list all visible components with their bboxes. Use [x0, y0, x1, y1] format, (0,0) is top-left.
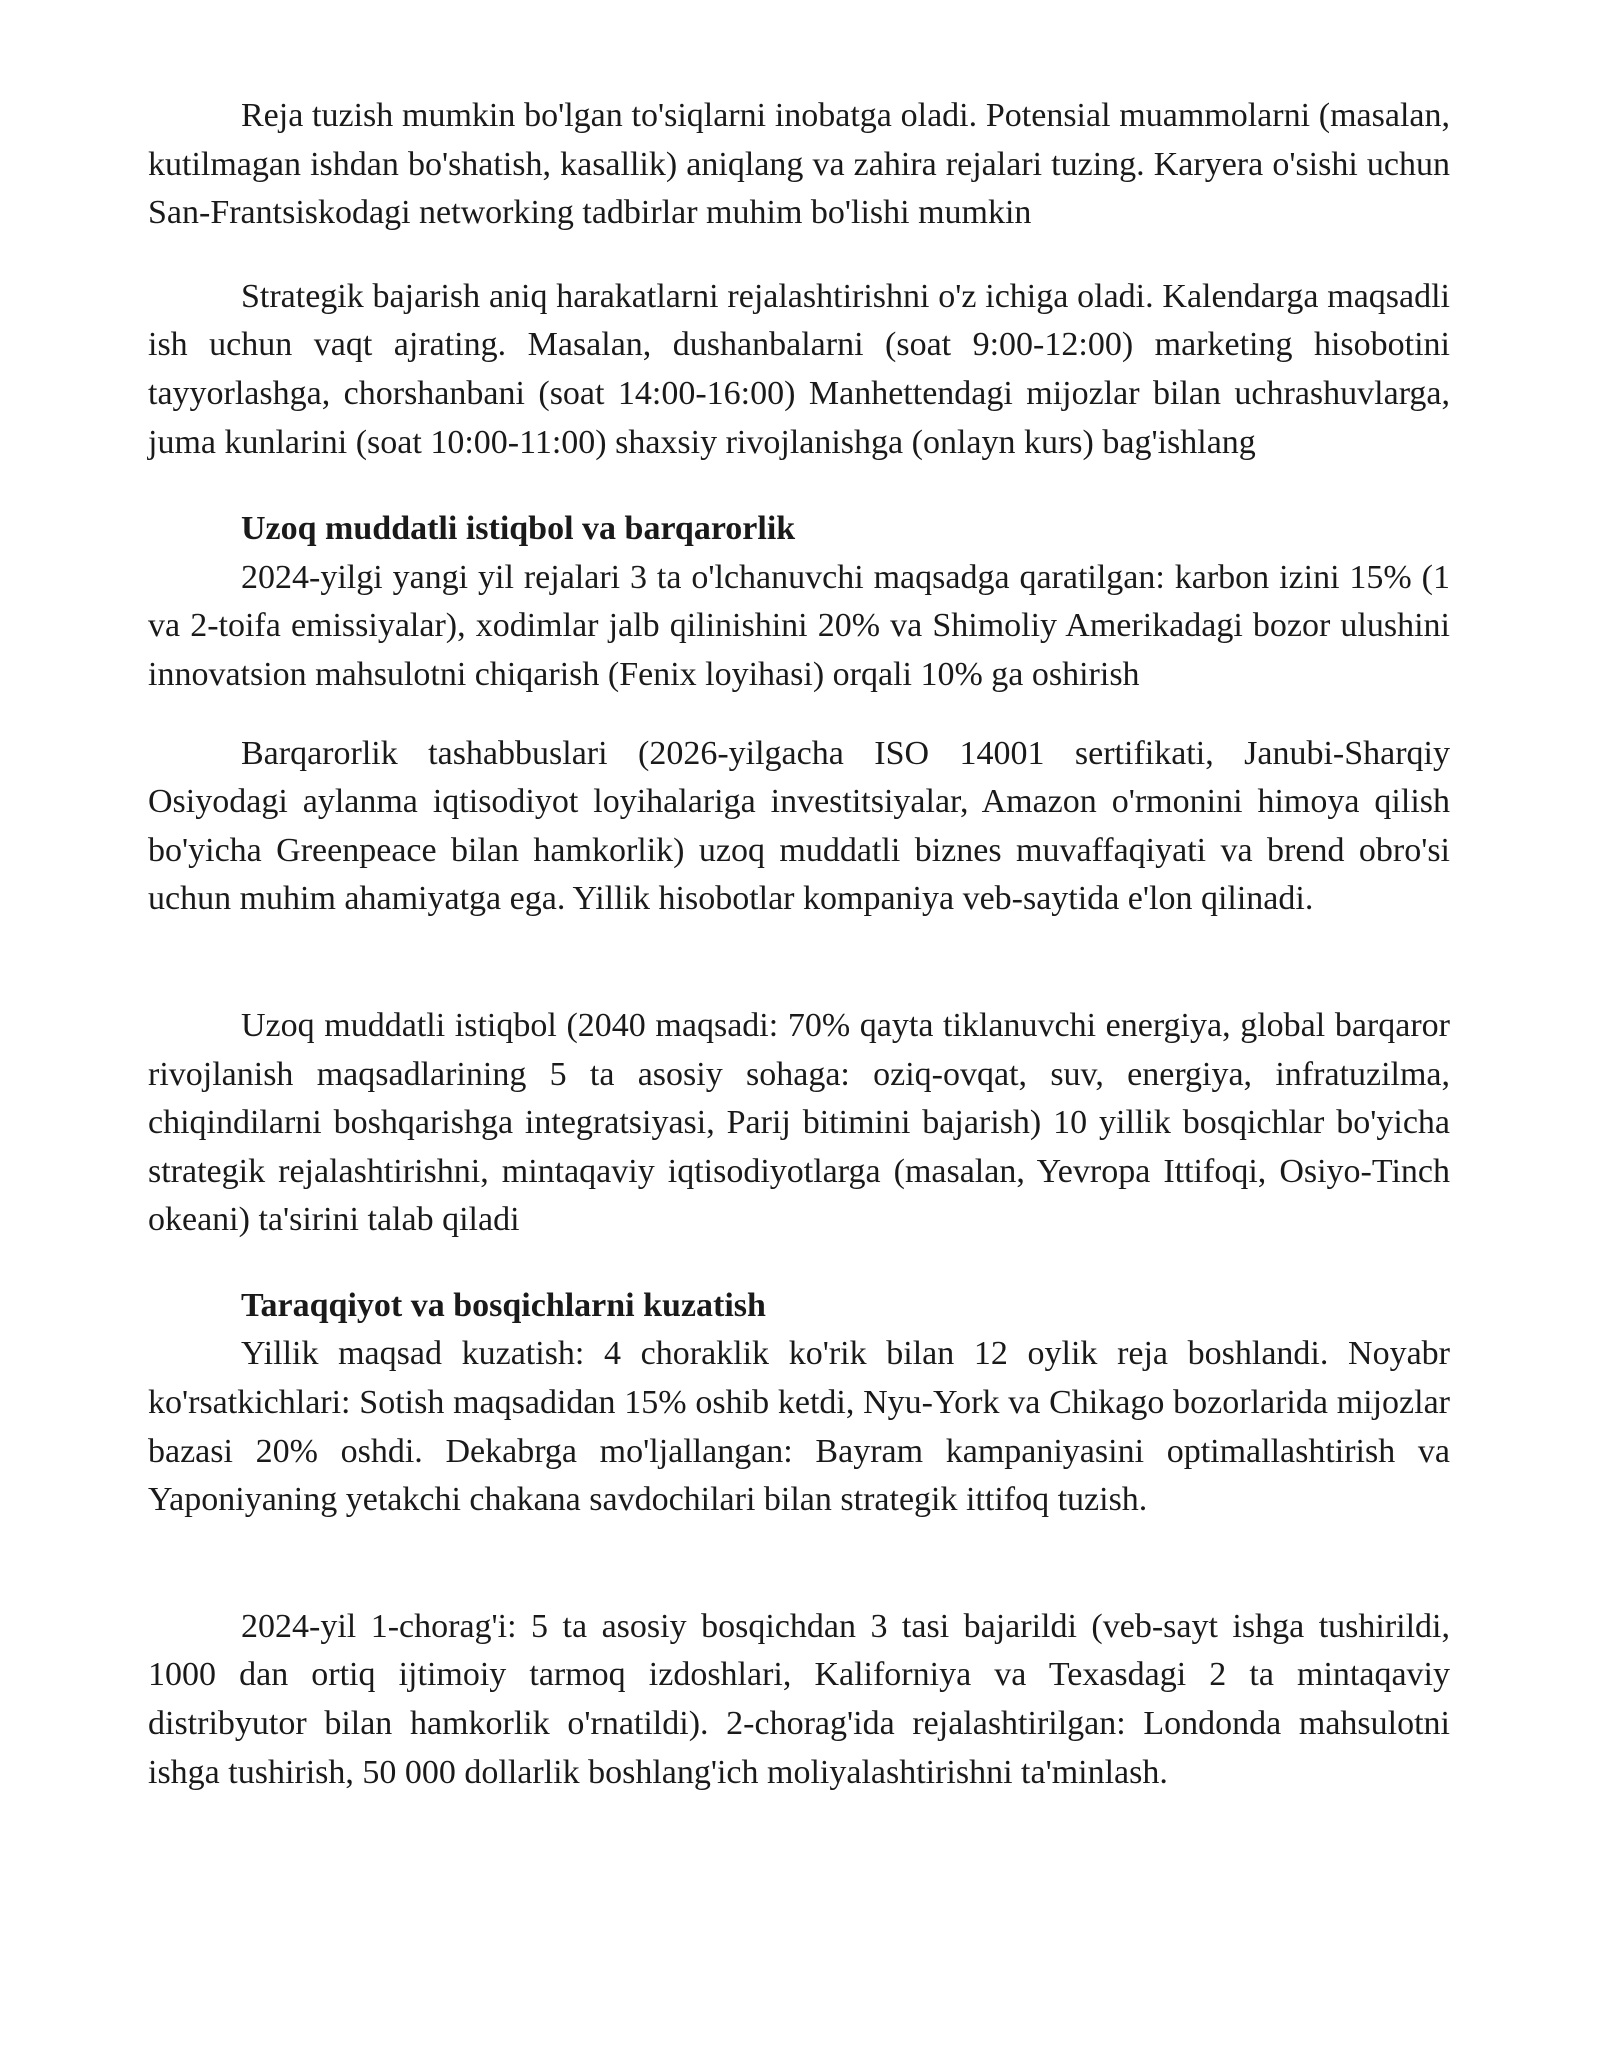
paragraph-obstacles: Reja tuzish mumkin bo'lgan to'siqlarni inobatga oladi. Potensial muammolarni (masalan, kutilmagan ishdan bo'shatish, kasallik) aniqlang va zahira rejalari tuzing. Karyera o'sishi uchun San-Frantsiskodagi networking tadbirlar muhim bo'lishi mumkin: [148, 97, 1450, 232]
paragraph-new-year-plans: 2024-yilgi yangi yil rejalari 3 ta o'lchanuvchi maqsadga qaratilgan: karbon izini 15% (1 va 2-toifa emissiyalar), xodimlar jalb qilinishini 20% va Shimoliy Amerikadagi bozor ulushini innovatsion mahsulotni chiqarish (Fenix loyihasi) orqali 10% ga oshirish: [148, 558, 1450, 693]
paragraph-sustainability-initiatives: Barqarorlik tashabbuslari (2026-yilgacha ISO 14001 sertifikati, Janubi-Sharqiy Osiyodagi aylanma iqtisodiyot loyihalariga investitsiyalar, Amazon o'rmonini himoya qilish bo'yicha Greenpeace bilan hamkorlik) uzoq muddatli biznes muvaffaqiyati va brend obro'si uchun muhim ahamiyatga ega. Yillik hisobotlar kompaniya veb-saytida e'lon qilinadi.: [148, 734, 1450, 918]
heading-progress-tracking: Taraqqiyot va bosqichlarni kuzatish: [241, 1286, 766, 1324]
paragraph-annual-goal-tracking: Yillik maqsad kuzatish: 4 choraklik ko'rik bilan 12 oylik reja boshlandi. Noyabr ko'rsatkichlari: Sotish maqsadidan 15% oshib ketdi, Nyu-York va Chikago bozorlarida mijozlar bazasi 20% oshdi. Dekabrga mo'ljallangan: Bayram kampaniyasini optimallashtirish va Yaponiyaning yetakchi chakana savdochilari bilan strategik ittifoq tuzish.: [148, 1335, 1450, 1519]
paragraph-quarter-one-milestones: 2024-yil 1-chorag'i: 5 ta asosiy bosqichdan 3 tasi bajarildi (veb-sayt ishga tushirildi, 1000 dan ortiq ijtimoiy tarmoq izdoshlari, Kaliforniya va Texasdagi 2 ta mintaqaviy distribyutor bilan hamkorlik o'rnatildi). 2-chorag'ida rejalashtirilgan: Londonda mahsulotni ishga tushirish, 50 000 dollarlik boshlang'ich moliyalashtirishni ta'minlash.: [148, 1607, 1450, 1791]
paragraph-strategic-execution: Strategik bajarish aniq harakatlarni rejalashtirishni o'z ichiga oladi. Kalendarga maqsadli ish uchun vaqt ajrating. Masalan, dushanbalarni (soat 9:00-12:00) marketing hisobotini tayyorlashga, chorshanbani (soat 14:00-16:00) Manhettendagi mijozlar bilan uchrashuvlarga, juma kunlarini (soat 10:00-11:00) shaxsiy rivojlanishga (onlayn kurs) bag'ishlang: [148, 277, 1450, 461]
heading-long-term-sustainability: Uzoq muddatli istiqbol va barqarorlik: [241, 510, 796, 548]
document-page: [148, 92, 1450, 1797]
paragraph-long-term-outlook: Uzoq muddatli istiqbol (2040 maqsadi: 70% qayta tiklanuvchi energiya, global barqaror rivojlanish maqsadlarining 5 ta asosiy sohaga: oziq-ovqat, suv, energiya, infratuzilma, chiqindilarni boshqarishga integratsiyasi, Parij bitimini bajarish) 10 yillik bosqichlar bo'yicha strategik rejalashtirishni, mintaqaviy iqtisodiyotlarga (masalan, Yevropa Ittifoqi, Osiyo-Tinch okeani) ta'sirini talab qiladi: [148, 1006, 1450, 1239]
